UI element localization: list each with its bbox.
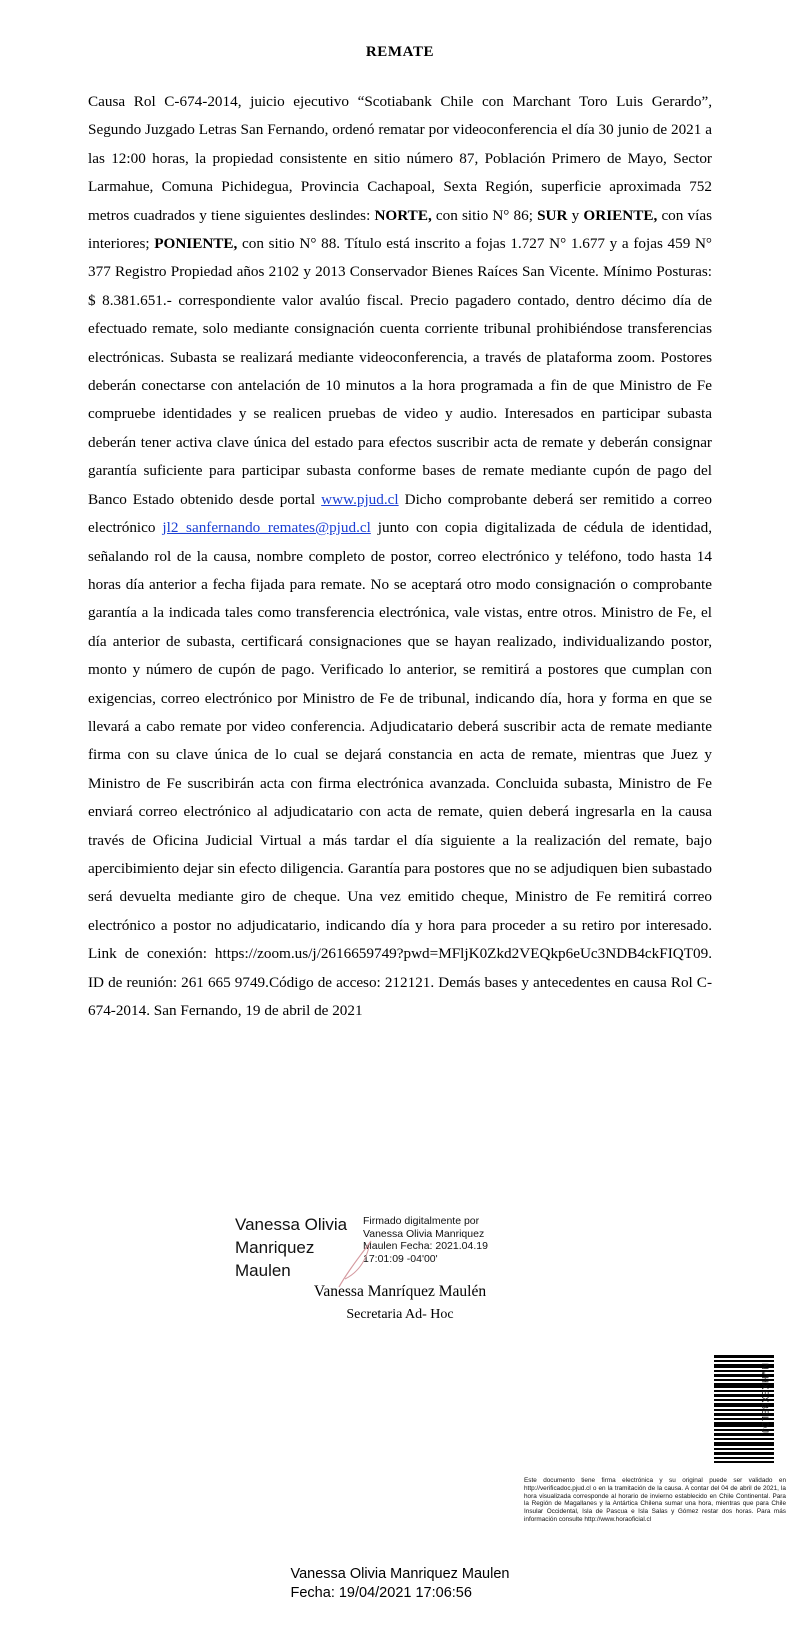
body-text: Causa Rol C-674-2014, juicio ejecutivo “Scotiabank Chile con Marchant Toro Luis Gerardo”, Segundo Juzgado Letras San Fernando, ordenó rematar por videoconferencia el día 30 junio de 2021 a las 12:00 horas, la propiedad consistente en sitio número 87, Población Primero de Mayo, Sector Larmahue, Comuna Pichidegua, Provincia Cachapoal, Sexta Región, superficie aproximada 752 metros cuadrados y tiene siguientes deslindes: bbox=[88, 93, 712, 224]
body-link[interactable]: www.pjud.cl bbox=[321, 490, 399, 508]
body-link[interactable]: jl2_sanfernando_remates@pjud.cl bbox=[162, 519, 371, 537]
body-emphasis: PONIENTE, bbox=[154, 235, 238, 253]
body-text: con vías interiores; bbox=[88, 206, 712, 253]
body-text: y bbox=[567, 206, 584, 224]
footer-signature bbox=[0, 1565, 800, 1603]
body-text: con sitio N° 88. Título está inscrito a fojas 1.727 N° 1.677 y a fojas 459 N° 377 Registro Propiedad años 2102 y 2013 Conservador Bienes Raíces San Vicente. Mínimo Posturas: $ 8.381.651.- correspondiente valor avalúo fiscal. Precio pagadero contado, dentro décimo día de efectuado remate, solo mediante consignación cuenta corriente tribunal prohibiéndose transferencias electrónicas. Subasta se realizará mediante videoconferencia, a través de plataforma zoom. Postores deberán conectarse con antelación de 10 minutos a la hora programada a fin de que Ministro de Fe compruebe identidades y se realicen pruebas de video y audio. Interesados en participar subasta deberán tener activa clave única del estado para efectos suscribir acta de remate y deberán consignar garantía suficiente para participar subasta conforme bases de remate mediante cupón de pago del Banco Estado obtenido desde portal bbox=[88, 235, 712, 508]
footer-date: Fecha: 19/04/2021 17:06:56 bbox=[290, 1585, 472, 1601]
body-emphasis: SUR bbox=[537, 206, 568, 224]
signature-handwritten-name: Vanessa Olivia Manriquez Maulen bbox=[235, 1215, 348, 1280]
body-paragraph bbox=[88, 88, 712, 1025]
signature-details: Firmado digitalmente por Vanessa Olivia Manriquez Maulen Fecha: 2021.04.19 17:01:09 -04'00' bbox=[363, 1215, 488, 1265]
signature-block bbox=[0, 1205, 800, 1322]
body-emphasis: NORTE, bbox=[374, 206, 432, 224]
document-body bbox=[88, 88, 712, 1025]
verification-text: Este documento tiene firma electrónica y su original puede ser validado en http://verificadoc.pjud.cl o en la tramitación de la causa. A contar del 04 de abril de 2021, la hora visualizada corresponde al horario de invierno establecido en Chile Continental. Para la Región de Magallanes y la Antártica Chilena sumar una hora, mientras que para Chile Insular Occidental, Isla de Pascua e Isla Salas y Gómez restar dos horas. Para más información consulte http://www.horaoficial.cl bbox=[524, 1477, 786, 1523]
body-emphasis: ORIENTE, bbox=[583, 206, 658, 224]
verification-stamp bbox=[524, 1355, 792, 1555]
body-text: Dicho comprobante deberá ser remitido a correo electrónico bbox=[88, 490, 712, 537]
footer-signer-name: Vanessa Olivia Manriquez Maulen bbox=[290, 1566, 510, 1582]
barcode-label: NVHXEXBBLDJ bbox=[760, 1363, 770, 1434]
page-title: REMATE bbox=[365, 44, 435, 60]
signature-role: Secretaria Ad- Hoc bbox=[346, 1307, 454, 1322]
body-text: junto con copia digitalizada de cédula de identidad, señalando rol de la causa, nombre completo de postor, correo electrónico y teléfono, todo hasta 14 horas día anterior a fecha fijada para remate. No se aceptará otro modo consignación o comprobante garantía a la indicada tales como transferencia electrónica, vale vistas, entre otros. Ministro de Fe, el día anterior de subasta, certificará consignaciones que se hayan realizado, individualizando postor, monto y número de cupón de pago. Verificado lo anterior, se remitirá a postores que cumplan con exigencias, correo electrónico por Ministro de Fe de tribunal, indicando día, hora y forma en que se llevará a cabo remate por video conferencia. Adjudicatario deberá suscribir acta de remate mediante firma con su clave única de lo cual se dejará constancia en acta de remate, mientras que Juez y Ministro de Fe suscribirán acta con firma electrónica avanzada. Concluida subasta, Ministro de Fe enviará correo electrónico al adjudicatario con acta de remate, quien deberá ingresarla en la causa través de Oficina Judicial Virtual a más tardar el día siguiente a la realización del remate, bajo apercibimiento dejar sin efecto diligencia. Garantía para postores que no se adjudiquen bien subastado será devuelta mediante giro de cheque. Una vez emitido cheque, Ministro de Fe remitirá correo electrónico a postor no adjudicatario, indicando día y hora para proceder a su retiro por interesado. Link de conexión: https://zoom.us/j/2616659749?pwd=MFljK0Zkd2VEQkp6eUc3NDB4ckFIQT09. ID de reunión: 261 665 9749.Código de acceso: 212121. Demás bases y antecedentes en causa Rol C-674-2014. San Fernando, 19 de abril de 2021 bbox=[88, 519, 712, 1019]
body-text: con sitio N° 86; bbox=[431, 206, 538, 224]
signature-printed-name: Vanessa Manríquez Maulén bbox=[313, 1283, 487, 1300]
